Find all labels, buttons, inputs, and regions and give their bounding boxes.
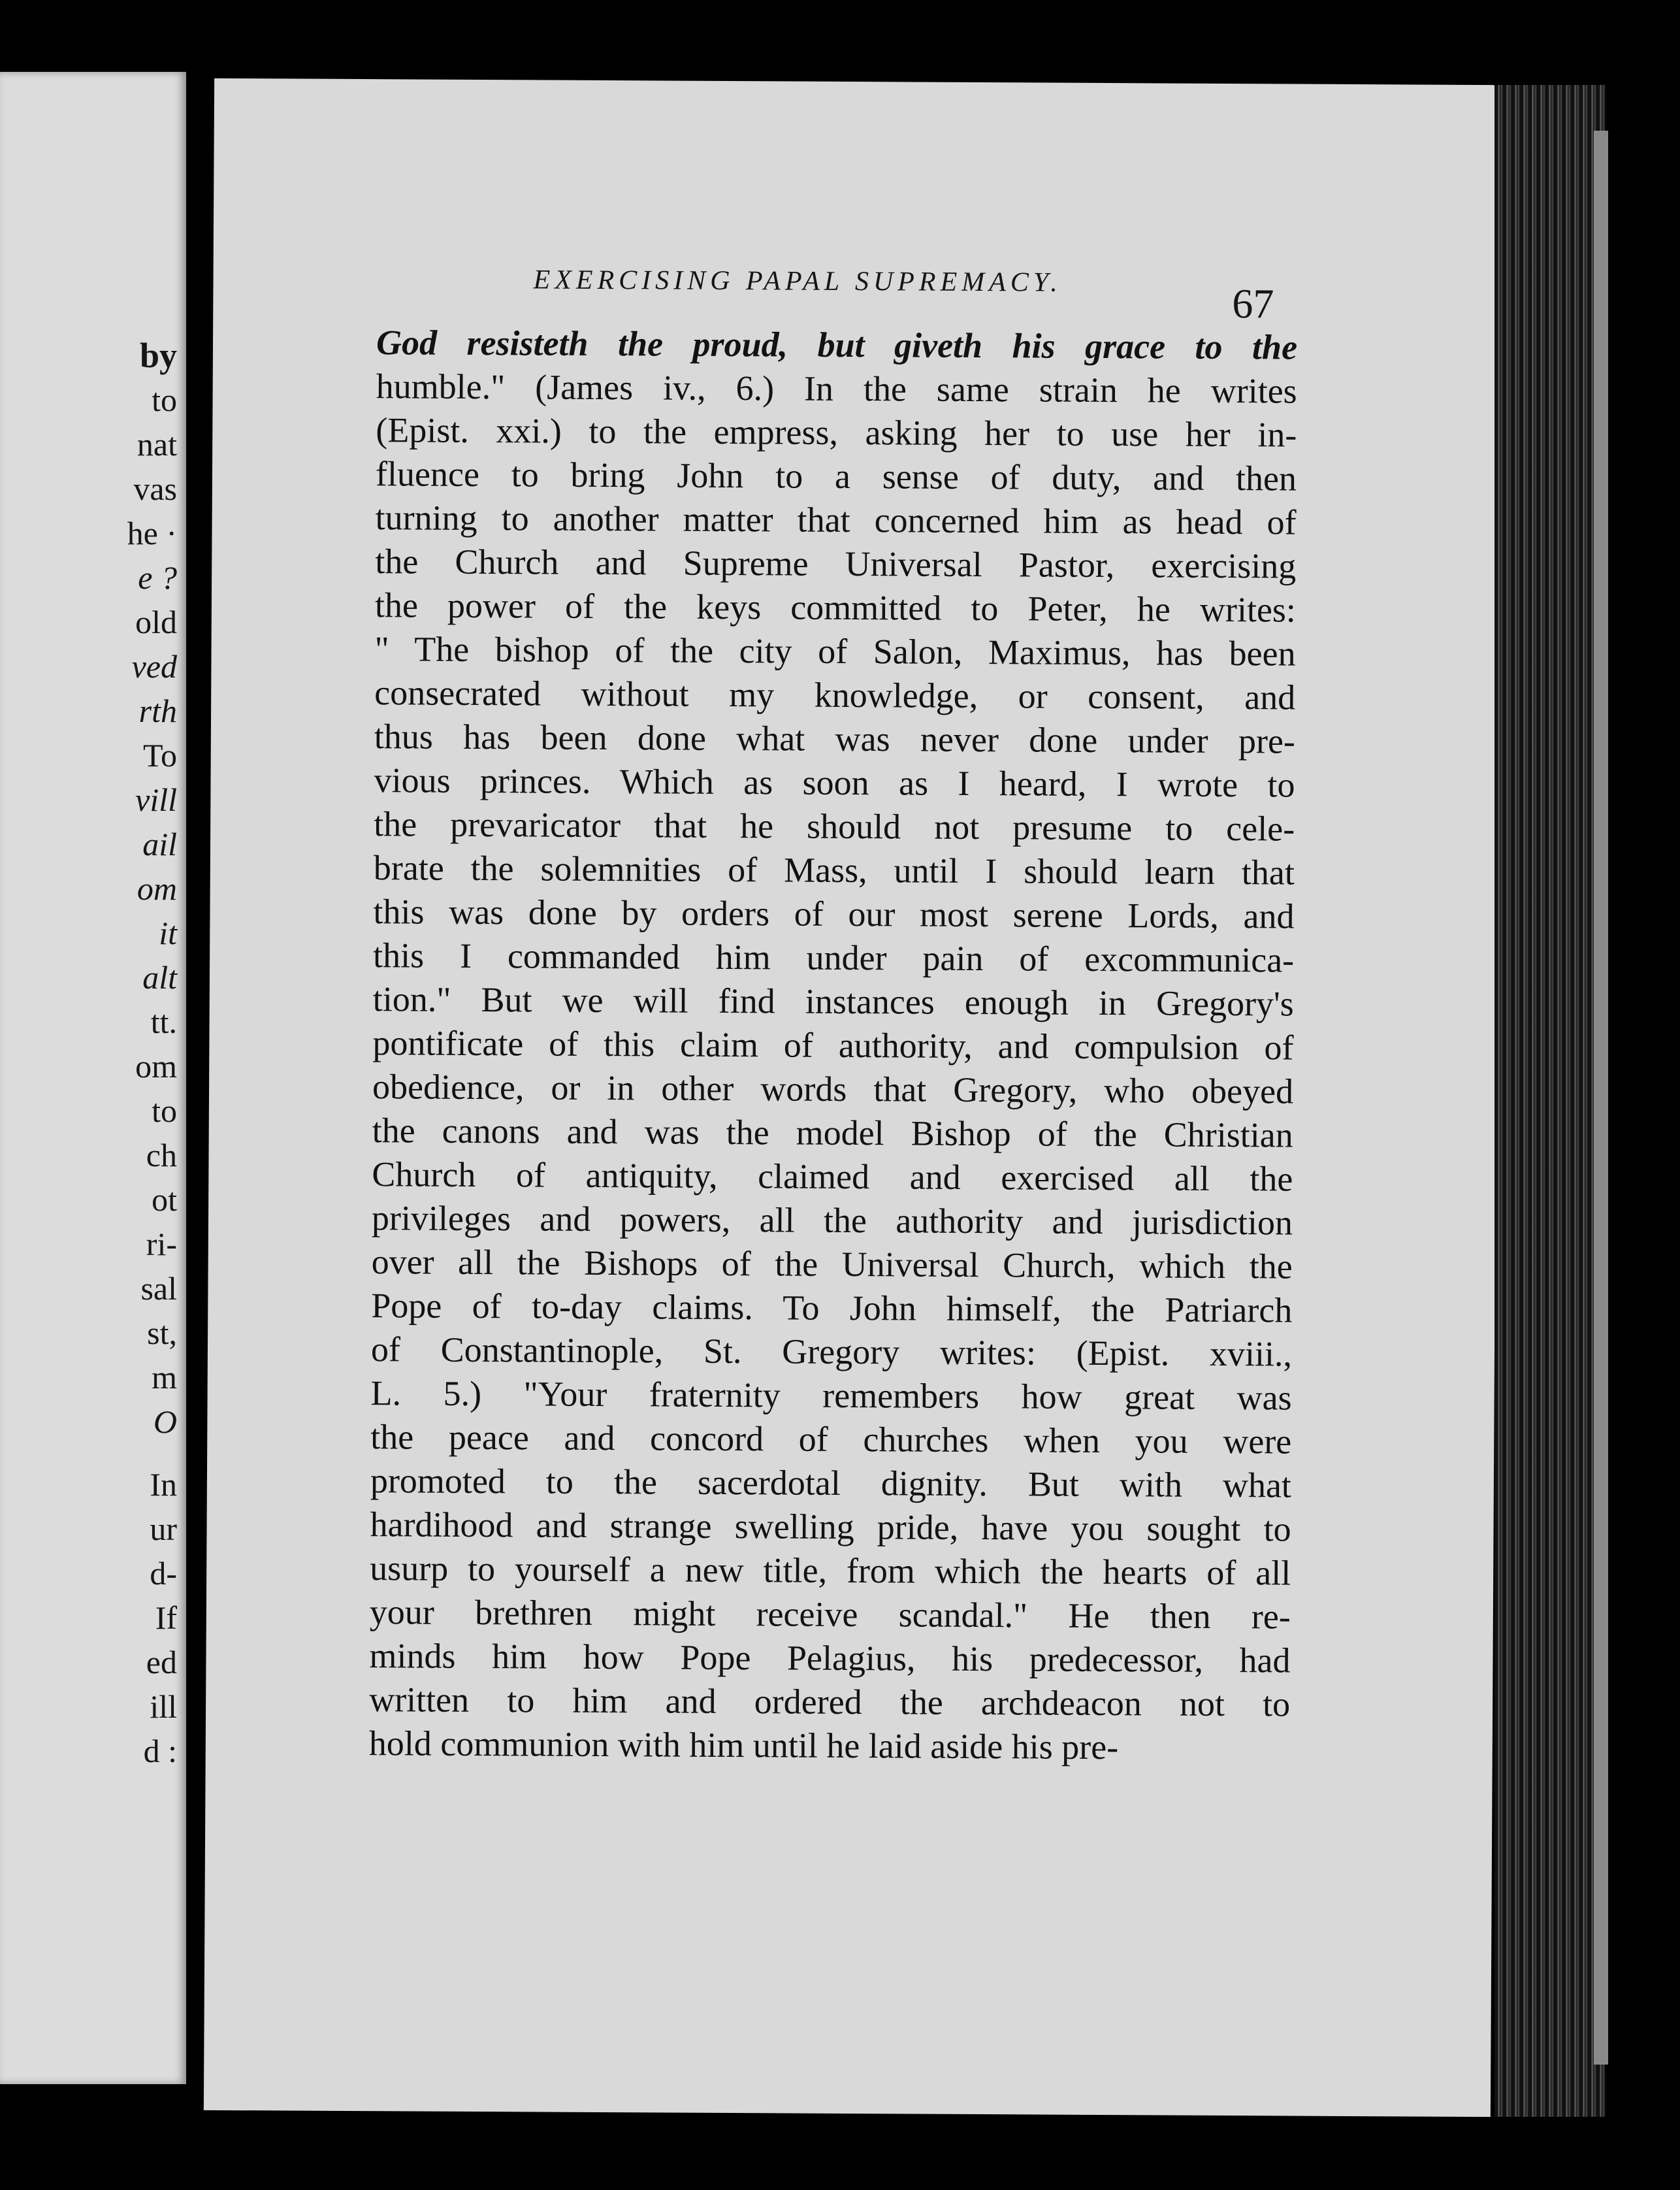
previous-page-line: ed xyxy=(146,1644,177,1680)
previous-page-line: In xyxy=(150,1466,177,1503)
text-line: the Church and Supreme Universal Pastor, exercising xyxy=(375,542,1297,586)
previous-page-line: rth xyxy=(138,693,177,729)
text-line: L. 5.) "Your fraternity remembers how great was xyxy=(370,1373,1292,1418)
text-line: the canons and was the model Bishop of the Christian xyxy=(372,1111,1293,1155)
text-line: hold communion with him until he laid aside his pre- xyxy=(368,1724,1119,1767)
text-line: promoted to the sacerdotal dignity. But with what xyxy=(370,1461,1292,1505)
text-line: hardihood and strange swelling pride, have you sought to xyxy=(370,1505,1291,1549)
previous-page-line: to xyxy=(152,1092,177,1129)
text-line: humble." (James iv., 6.) In the same strain he writes xyxy=(376,367,1297,411)
text-line: vious princes. Which as soon as I heard, I wrote to xyxy=(374,760,1295,805)
previous-page-line: to xyxy=(152,382,177,418)
text-line: obedience, or in other words that Gregory, who obeyed xyxy=(372,1067,1294,1111)
previous-page-text xyxy=(127,333,177,1773)
previous-page-line: ail xyxy=(142,826,177,862)
previous-page-line: sal xyxy=(140,1270,177,1307)
body-text xyxy=(369,321,1298,1770)
previous-page-line: om xyxy=(135,1048,177,1085)
previous-page-line: st, xyxy=(147,1315,177,1351)
text-line: thus has been done what was never done under pre- xyxy=(374,717,1296,761)
previous-page-line: ri- xyxy=(146,1226,177,1262)
text-line: tion." But we will find instances enough in Gregory's xyxy=(372,979,1294,1024)
previous-page-line: ved xyxy=(131,648,177,685)
text-line: usurp to yourself a new title, from which the hearts of all xyxy=(370,1548,1291,1593)
previous-page-line: he · xyxy=(127,515,177,551)
previous-page-line: e ? xyxy=(138,559,177,596)
text-line: privileges and powers, all the authority and jurisdiction xyxy=(371,1198,1293,1243)
previous-page-line: ur xyxy=(150,1511,177,1547)
previous-page-line: ot xyxy=(152,1181,177,1218)
text-line: your brethren might receive scandal." He then re- xyxy=(369,1592,1291,1637)
running-head: EXERCISING PAPAL SUPREMACY. xyxy=(533,265,1062,298)
previous-page-line: old xyxy=(135,604,177,640)
text-line: brate the solemnities of Mass, until I should learn that xyxy=(373,848,1295,892)
previous-page-line: To xyxy=(142,737,177,774)
text-line: minds him how Pope Pelagius, his predecessor, had xyxy=(369,1636,1291,1680)
previous-page-line: If xyxy=(155,1599,177,1636)
text-line: the peace and concord of churches when you were xyxy=(370,1417,1292,1462)
text-line-italic: God resisteth the proud, but giveth his grace to the xyxy=(376,323,1298,367)
previous-page-line: vas xyxy=(133,470,177,507)
previous-page-line: by xyxy=(139,336,177,375)
text-line: of Constantinople, St. Gregory writes: (Epist. xviii., xyxy=(370,1330,1293,1374)
text-line: pontificate of this claim of authority, and compulsion of xyxy=(372,1023,1294,1068)
previous-page-line: d : xyxy=(143,1733,177,1769)
previous-page-line: it xyxy=(159,915,177,951)
text-line: written to him and ordered the archdeacon not to xyxy=(369,1680,1291,1724)
text-line: the prevaricator that he should not presume to cele- xyxy=(374,804,1295,849)
previous-page-line: O xyxy=(153,1403,177,1440)
previous-page-line: vill xyxy=(135,781,177,818)
text-line: over all the Bishops of the Universal Church, which the xyxy=(371,1242,1293,1286)
book-page xyxy=(204,78,1501,2117)
previous-page-line: m xyxy=(152,1359,177,1396)
text-line: Pope of to-day claims. To John himself, the Patriarch xyxy=(371,1286,1293,1330)
page-number: 67 xyxy=(1232,280,1274,327)
previous-page-fragment xyxy=(0,72,186,2084)
previous-page-line: nat xyxy=(137,426,177,463)
previous-page-line: alt xyxy=(142,959,177,996)
text-line: fluence to bring John to a sense of duty, and then xyxy=(375,454,1297,498)
text-line: Church of antiquity, claimed and exercised all the xyxy=(372,1154,1293,1199)
text-line: this I commanded him under pain of excommunica- xyxy=(372,936,1295,980)
text-line: consecrated without my knowledge, or consent, and xyxy=(374,673,1296,717)
page-edge-highlight xyxy=(1594,131,1608,2065)
text-line: turning to another matter that concerned him as head of xyxy=(375,498,1297,542)
text-line: " The bishop of the city of Salon, Maximus, has been xyxy=(374,629,1296,674)
page-edges xyxy=(1494,85,1606,2117)
previous-page-line: ch xyxy=(146,1137,177,1173)
text-line: the power of the keys committed to Peter, he writes: xyxy=(374,585,1297,630)
text-line: (Epist. xxi.) to the empress, asking her to use her in- xyxy=(376,410,1297,455)
previous-page-line: d- xyxy=(150,1555,177,1592)
previous-page-line: tt. xyxy=(150,1004,177,1040)
previous-page-line: om xyxy=(137,870,177,907)
text-line: this was done by orders of our most serene Lords, and xyxy=(373,892,1295,936)
previous-page-line: ill xyxy=(150,1688,177,1725)
